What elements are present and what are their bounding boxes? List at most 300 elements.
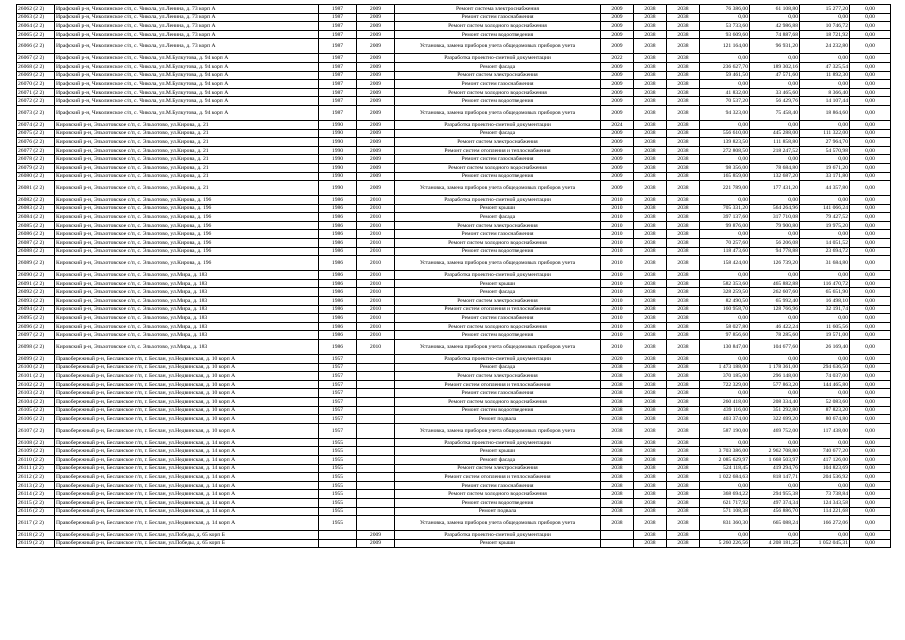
- fund-share-cell: 96 931,20: [750, 39, 800, 54]
- owner-share-cell: 74 037,00: [800, 372, 850, 381]
- other-share-cell: 0,00: [850, 314, 891, 323]
- work-type-cell: Ремонт систем газоснабжения: [395, 230, 601, 239]
- fund-share-cell: 465 882,88: [750, 279, 800, 288]
- table-row: [17, 129, 891, 138]
- built-year-cell: 1986: [319, 340, 357, 355]
- table-row: [17, 531, 891, 540]
- total-cost-cell: 70 257,60: [700, 239, 750, 248]
- plan-year-cell: 2009: [601, 181, 634, 196]
- end-year-cell: 2038: [667, 155, 700, 164]
- end-year-cell: 2038: [667, 438, 700, 447]
- table-row: [17, 539, 891, 548]
- address-cell: Ирафский р-н, Чиколинское с/п, с. Чикола, ул.М.Булкутова, д. 94 корп А: [55, 62, 319, 71]
- owner-share-cell: 114 221,68: [800, 507, 850, 516]
- built-year-cell: 1990: [319, 181, 357, 196]
- start-year-cell: 2038: [634, 372, 667, 381]
- start-year-cell: 2038: [634, 230, 667, 239]
- owner-share-cell: 14 051,52: [800, 239, 850, 248]
- owner-share-cell: 15 277,20: [800, 5, 850, 14]
- fund-share-cell: 577 863,20: [750, 380, 800, 389]
- owner-share-cell: 111 322,00: [800, 129, 850, 138]
- end-year-cell: 2038: [667, 13, 700, 22]
- other-share-cell: 0,00: [850, 271, 891, 280]
- owner-share-cell: 0,00: [800, 54, 850, 63]
- total-cost-cell: 0,00: [700, 271, 750, 280]
- plan-year-cell: 2009: [601, 163, 634, 172]
- plan-year-cell: 2010: [601, 230, 634, 239]
- table-row: [17, 372, 891, 381]
- record-id-cell: 26072 (2 2): [17, 97, 55, 106]
- fund-share-cell: 177 431,20: [750, 181, 800, 196]
- other-share-cell: 0,00: [850, 181, 891, 196]
- address-cell: Правобережный р-н, Бесланское г/п, г. Беслан, ул.Недвинская, д. 14 корп А: [55, 516, 319, 531]
- plan-year-cell: 2038: [601, 490, 634, 499]
- start-year-cell: 2038: [634, 62, 667, 71]
- built-year-cell: 1986: [319, 204, 357, 213]
- record-id-cell: 26084 (2 2): [17, 213, 55, 222]
- record-id-cell: 26073 (2 2): [17, 105, 55, 120]
- end-year-cell: 2038: [667, 473, 700, 482]
- work-type-cell: Установка, замена приборов учета общедомовых приборов учета: [395, 39, 601, 54]
- table-row: [17, 271, 891, 280]
- work-type-cell: Ремонт систем газоснабжения: [395, 389, 601, 398]
- end-year-cell: 2038: [667, 39, 700, 54]
- other-share-cell: 0,00: [850, 415, 891, 424]
- record-id-cell: 26112 (2 2): [17, 473, 55, 482]
- renovation-year-cell: 2009: [357, 181, 395, 196]
- other-share-cell: 0,00: [850, 447, 891, 456]
- total-cost-cell: 556 610,00: [700, 129, 750, 138]
- end-year-cell: 2038: [667, 146, 700, 155]
- table-row: [17, 105, 891, 120]
- owner-share-cell: 26 169,40: [800, 340, 850, 355]
- other-share-cell: 0,00: [850, 138, 891, 147]
- record-id-cell: 26075 (2 2): [17, 129, 55, 138]
- work-type-cell: Ремонт систем водоотведения: [395, 406, 601, 415]
- end-year-cell: 2038: [667, 305, 700, 314]
- address-cell: Кировский р-н, Эльхотовское с/п, с. Эльхотово, ул.Мира, д. 183: [55, 340, 319, 355]
- start-year-cell: 2038: [634, 406, 667, 415]
- owner-share-cell: 104 823,69: [800, 464, 850, 473]
- other-share-cell: 0,00: [850, 54, 891, 63]
- work-type-cell: Ремонт систем электроснабжения: [395, 221, 601, 230]
- renovation-year-cell: 2010: [357, 314, 395, 323]
- other-share-cell: 0,00: [850, 372, 891, 381]
- work-type-cell: Ремонт систем водоотведения: [395, 172, 601, 181]
- start-year-cell: 2038: [634, 54, 667, 63]
- total-cost-cell: 93 609,60: [700, 30, 750, 39]
- address-cell: Правобережный р-н, Бесланское г/п, г. Беслан, ул.Недвинская, д. 10 корп А: [55, 423, 319, 438]
- address-cell: Кировский р-н, Эльхотовское с/п, с. Эльхотово, ул.Кирова, д. 196: [55, 196, 319, 205]
- owner-share-cell: 0,00: [800, 230, 850, 239]
- fund-share-cell: 128 766,96: [750, 305, 800, 314]
- renovation-year-cell: 2010: [357, 340, 395, 355]
- record-id-cell: 26087 (2 2): [17, 239, 55, 248]
- renovation-year-cell: [357, 516, 395, 531]
- other-share-cell: 0,00: [850, 464, 891, 473]
- total-cost-cell: 165 859,00: [700, 172, 750, 181]
- built-year-cell: 1986: [319, 305, 357, 314]
- fund-share-cell: 0,00: [750, 230, 800, 239]
- total-cost-cell: 0,00: [700, 481, 750, 490]
- built-year-cell: 1986: [319, 221, 357, 230]
- built-year-cell: [319, 539, 357, 548]
- owner-share-cell: 47 325,54: [800, 62, 850, 71]
- table-row: [17, 146, 891, 155]
- start-year-cell: 2038: [634, 464, 667, 473]
- renovation-year-cell: [357, 507, 395, 516]
- plan-year-cell: 2010: [601, 322, 634, 331]
- start-year-cell: 2038: [634, 5, 667, 14]
- fund-share-cell: 0,00: [750, 389, 800, 398]
- start-year-cell: 2038: [634, 129, 667, 138]
- built-year-cell: 1986: [319, 256, 357, 271]
- other-share-cell: 0,00: [850, 30, 891, 39]
- plan-year-cell: 2038: [601, 397, 634, 406]
- plan-year-cell: 2010: [601, 331, 634, 340]
- address-cell: Правобережный р-н, Бесланское г/п, г. Беслан, ул.Недвинская, д. 10 корп А: [55, 397, 319, 406]
- renovation-year-cell: 2009: [357, 172, 395, 181]
- total-cost-cell: 0,00: [700, 13, 750, 22]
- built-year-cell: 1987: [319, 22, 357, 31]
- fund-share-cell: 56 429,76: [750, 97, 800, 106]
- work-type-cell: Ремонт систем отопления и теплоснабжения: [395, 305, 601, 314]
- table-row: [17, 163, 891, 172]
- built-year-cell: 1990: [319, 138, 357, 147]
- owner-share-cell: 32 191,74: [800, 305, 850, 314]
- owner-share-cell: 19 975,20: [800, 221, 850, 230]
- fund-share-cell: 1 178 361,00: [750, 363, 800, 372]
- work-type-cell: Ремонт фасада: [395, 62, 601, 71]
- table-row: [17, 88, 891, 97]
- other-share-cell: 0,00: [850, 288, 891, 297]
- owner-share-cell: 0,00: [800, 120, 850, 129]
- other-share-cell: 0,00: [850, 230, 891, 239]
- record-id-cell: 26119 (2 2): [17, 539, 55, 548]
- other-share-cell: 0,00: [850, 71, 891, 80]
- work-type-cell: Разработка проектно-сметной документации: [395, 438, 601, 447]
- owner-share-cell: 0,00: [800, 438, 850, 447]
- record-id-cell: 26067 (2 2): [17, 54, 55, 63]
- start-year-cell: 2038: [634, 539, 667, 548]
- record-id-cell: 26118 (2 2): [17, 531, 55, 540]
- start-year-cell: 2038: [634, 88, 667, 97]
- plan-year-cell: 2009: [601, 138, 634, 147]
- work-type-cell: Разработка проектно-сметной документации: [395, 196, 601, 205]
- end-year-cell: 2038: [667, 71, 700, 80]
- plan-year-cell: 2009: [601, 155, 634, 164]
- work-type-cell: Ремонт систем водоотведения: [395, 30, 601, 39]
- built-year-cell: 1987: [319, 13, 357, 22]
- table-row: [17, 481, 891, 490]
- table-row: [17, 297, 891, 306]
- built-year-cell: 1986: [319, 314, 357, 323]
- renovation-year-cell: 2010: [357, 204, 395, 213]
- plan-year-cell: 2010: [601, 314, 634, 323]
- table-row: [17, 355, 891, 364]
- address-cell: Ирафский р-н, Чиколинское с/п, с. Чикола, ул.Ленина, д. 73 корп А: [55, 5, 319, 14]
- built-year-cell: 1957: [319, 423, 357, 438]
- start-year-cell: 2038: [634, 138, 667, 147]
- other-share-cell: 0,00: [850, 397, 891, 406]
- total-cost-cell: 98 356,00: [700, 163, 750, 172]
- fund-share-cell: 0,00: [750, 13, 800, 22]
- start-year-cell: 2038: [634, 105, 667, 120]
- record-id-cell: 26063 (2 2): [17, 13, 55, 22]
- table-body: [17, 5, 891, 548]
- plan-year-cell: 2009: [601, 80, 634, 89]
- table-row: [17, 120, 891, 129]
- record-id-cell: 26116 (2 2): [17, 507, 55, 516]
- work-type-cell: Ремонт систем газоснабжения: [395, 155, 601, 164]
- other-share-cell: 0,00: [850, 539, 891, 548]
- work-type-cell: Ремонт систем газоснабжения: [395, 314, 601, 323]
- plan-year-cell: 2038: [601, 473, 634, 482]
- table-row: [17, 155, 891, 164]
- work-type-cell: Ремонт крыши: [395, 279, 601, 288]
- address-cell: Кировский р-н, Эльхотовское с/п, с. Эльхотово, ул.Кирова, д. 196: [55, 247, 319, 256]
- plan-year-cell: 2009: [601, 71, 634, 80]
- address-cell: Кировский р-н, Эльхотовское с/п, с. Эльхотово, ул.Кирова, д. 196: [55, 204, 319, 213]
- built-year-cell: 1986: [319, 239, 357, 248]
- built-year-cell: 1986: [319, 279, 357, 288]
- record-id-cell: 26089 (2 2): [17, 256, 55, 271]
- renovation-year-cell: 2009: [357, 80, 395, 89]
- renovation-year-cell: 2009: [357, 39, 395, 54]
- other-share-cell: 0,00: [850, 297, 891, 306]
- renovation-year-cell: 2009: [357, 88, 395, 97]
- total-cost-cell: 370 185,00: [700, 372, 750, 381]
- record-id-cell: 26102 (2 2): [17, 380, 55, 389]
- renovation-year-cell: 2009: [357, 54, 395, 63]
- built-year-cell: 1955: [319, 507, 357, 516]
- record-id-cell: 26108 (2 2): [17, 438, 55, 447]
- start-year-cell: 2038: [634, 380, 667, 389]
- fund-share-cell: 79 900,80: [750, 221, 800, 230]
- plan-year-cell: 2010: [601, 271, 634, 280]
- fund-share-cell: 351 292,80: [750, 406, 800, 415]
- other-share-cell: 0,00: [850, 105, 891, 120]
- plan-year-cell: 2010: [601, 288, 634, 297]
- built-year-cell: 1987: [319, 62, 357, 71]
- work-type-cell: Ремонт систем холодного водоснабжения: [395, 239, 601, 248]
- owner-share-cell: 19 571,00: [800, 331, 850, 340]
- table-row: [17, 322, 891, 331]
- address-cell: Кировский р-н, Эльхотовское с/п, с. Эльхотово, ул.Кирова, д. 196: [55, 230, 319, 239]
- built-year-cell: 1955: [319, 447, 357, 456]
- end-year-cell: 2038: [667, 247, 700, 256]
- work-type-cell: Разработка проектно-сметной документации: [395, 355, 601, 364]
- work-type-cell: Ремонт систем холодного водоснабжения: [395, 322, 601, 331]
- fund-share-cell: 469 752,00: [750, 423, 800, 438]
- plan-year-cell: 2009: [601, 30, 634, 39]
- start-year-cell: 2038: [634, 146, 667, 155]
- fund-share-cell: 456 886,70: [750, 507, 800, 516]
- other-share-cell: 0,00: [850, 490, 891, 499]
- end-year-cell: 2038: [667, 105, 700, 120]
- other-share-cell: 0,00: [850, 163, 891, 172]
- renovation-year-cell: [357, 355, 395, 364]
- address-cell: Кировский р-н, Эльхотовское с/п, с. Эльхотово, ул.Кирова, д. 196: [55, 221, 319, 230]
- table-row: [17, 464, 891, 473]
- fund-share-cell: 46 422,24: [750, 322, 800, 331]
- total-cost-cell: 158 424,00: [700, 256, 750, 271]
- end-year-cell: 2038: [667, 230, 700, 239]
- start-year-cell: 2038: [634, 473, 667, 482]
- other-share-cell: 0,00: [850, 239, 891, 248]
- renovation-year-cell: 2010: [357, 247, 395, 256]
- table-row: [17, 5, 891, 14]
- total-cost-cell: 2 085 629,97: [700, 455, 750, 464]
- other-share-cell: 0,00: [850, 196, 891, 205]
- owner-share-cell: 44 357,80: [800, 181, 850, 196]
- total-cost-cell: 59 461,50: [700, 71, 750, 80]
- address-cell: Кировский р-н, Эльхотовское с/п, с. Эльхотово, ул.Мира, д. 183: [55, 279, 319, 288]
- work-type-cell: Ремонт систем газоснабжения: [395, 80, 601, 89]
- start-year-cell: 2038: [634, 363, 667, 372]
- address-cell: Правобережный р-н, Бесланское г/п, г. Беслан, ул.Недвинская, д. 10 корп А: [55, 355, 319, 364]
- total-cost-cell: 722 329,00: [700, 380, 750, 389]
- work-type-cell: Ремонт систем холодного водоснабжения: [395, 397, 601, 406]
- fund-share-cell: 419 294,76: [750, 464, 800, 473]
- record-id-cell: 26070 (2 2): [17, 80, 55, 89]
- start-year-cell: 2038: [634, 279, 667, 288]
- record-id-cell: 26106 (2 2): [17, 415, 55, 424]
- end-year-cell: 2038: [667, 22, 700, 31]
- owner-share-cell: 65 651,90: [800, 288, 850, 297]
- record-id-cell: 26098 (2 2): [17, 340, 55, 355]
- owner-share-cell: 24 232,80: [800, 39, 850, 54]
- other-share-cell: 0,00: [850, 120, 891, 129]
- total-cost-cell: 0,00: [700, 389, 750, 398]
- end-year-cell: 2038: [667, 464, 700, 473]
- address-cell: Кировский р-н, Эльхотовское с/п, с. Эльхотово, ул.Мира, д. 183: [55, 322, 319, 331]
- record-id-cell: 26095 (2 2): [17, 314, 55, 323]
- start-year-cell: 2038: [634, 490, 667, 499]
- work-type-cell: Ремонт система электроснабжения: [395, 5, 601, 14]
- end-year-cell: 2038: [667, 331, 700, 340]
- built-year-cell: 1986: [319, 331, 357, 340]
- other-share-cell: 0,00: [850, 213, 891, 222]
- total-cost-cell: 1 473 188,00: [700, 363, 750, 372]
- total-cost-cell: 160 958,70: [700, 305, 750, 314]
- total-cost-cell: 121 164,00: [700, 39, 750, 54]
- fund-share-cell: 564 264,96: [750, 204, 800, 213]
- record-id-cell: 26100 (2 2): [17, 363, 55, 372]
- renovation-year-cell: 2009: [357, 129, 395, 138]
- work-type-cell: Ремонт систем электроснабжения: [395, 71, 601, 80]
- end-year-cell: 2038: [667, 415, 700, 424]
- built-year-cell: 1957: [319, 380, 357, 389]
- end-year-cell: 2038: [667, 406, 700, 415]
- plan-year-cell: [601, 539, 634, 548]
- table-row: [17, 213, 891, 222]
- total-cost-cell: 621 717,92: [700, 498, 750, 507]
- address-cell: Ирафский р-н, Чиколинское с/п, с. Чикола, ул.М.Булкутова, д. 94 корп А: [55, 54, 319, 63]
- fund-share-cell: 111 858,80: [750, 138, 800, 147]
- built-year-cell: 1957: [319, 355, 357, 364]
- end-year-cell: 2038: [667, 481, 700, 490]
- work-type-cell: Разработка проектно-сметной документации: [395, 271, 601, 280]
- address-cell: Кировский р-н, Эльхотовское с/п, с. Эльхотово, ул.Мира, д. 183: [55, 331, 319, 340]
- address-cell: Ирафский р-н, Чиколинское с/п, с. Чикола, ул.Ленина, д. 73 корп А: [55, 30, 319, 39]
- work-type-cell: Установка, замена приборов учета общедомовых приборов учета: [395, 256, 601, 271]
- end-year-cell: 2038: [667, 355, 700, 364]
- start-year-cell: 2038: [634, 155, 667, 164]
- total-cost-cell: 0,00: [700, 230, 750, 239]
- plan-year-cell: 2038: [601, 415, 634, 424]
- renovation-year-cell: 2010: [357, 230, 395, 239]
- record-id-cell: 26111 (2 2): [17, 464, 55, 473]
- end-year-cell: 2038: [667, 62, 700, 71]
- work-type-cell: Ремонт систем водоотведения: [395, 247, 601, 256]
- address-cell: Правобережный р-н, Бесланское г/п, г. Беслан, ул.Недвинская, д. 14 корп А: [55, 438, 319, 447]
- address-cell: Кировский р-н, Эльхотовское с/п, с. Эльхотово, ул.Кирова, д. 21: [55, 181, 319, 196]
- total-cost-cell: 1 022 684,63: [700, 473, 750, 482]
- record-id-cell: 26079 (2 2): [17, 163, 55, 172]
- start-year-cell: 2038: [634, 498, 667, 507]
- renovation-year-cell: [357, 380, 395, 389]
- work-type-cell: Установка, замена приборов учета общедомовых приборов учета: [395, 423, 601, 438]
- work-type-cell: Установка, замена приборов учета общедомовых приборов учета: [395, 181, 601, 196]
- built-year-cell: 1986: [319, 196, 357, 205]
- renovation-year-cell: 2010: [357, 239, 395, 248]
- renovation-year-cell: 2009: [357, 71, 395, 80]
- owner-share-cell: 11 892,30: [800, 71, 850, 80]
- start-year-cell: 2038: [634, 288, 667, 297]
- renovation-year-cell: [357, 481, 395, 490]
- renovation-year-cell: 2009: [357, 5, 395, 14]
- renovation-year-cell: 2009: [357, 105, 395, 120]
- table-row: [17, 172, 891, 181]
- fund-share-cell: 126 739,20: [750, 256, 800, 271]
- record-id-cell: 26117 (2 2): [17, 516, 55, 531]
- plan-year-cell: 2010: [601, 305, 634, 314]
- work-type-cell: Ремонт систем электроснабжения: [395, 297, 601, 306]
- fund-share-cell: 818 147,71: [750, 473, 800, 482]
- renovation-year-cell: 2009: [357, 13, 395, 22]
- total-cost-cell: 97 856,60: [700, 331, 750, 340]
- table-row: [17, 30, 891, 39]
- built-year-cell: 1957: [319, 372, 357, 381]
- renovation-year-cell: [357, 423, 395, 438]
- built-year-cell: 1957: [319, 397, 357, 406]
- plan-year-cell: 2010: [601, 297, 634, 306]
- renovation-year-cell: [357, 455, 395, 464]
- built-year-cell: 1990: [319, 155, 357, 164]
- end-year-cell: 2038: [667, 490, 700, 499]
- renovation-year-cell: [357, 464, 395, 473]
- other-share-cell: 0,00: [850, 380, 891, 389]
- work-type-cell: Разработка проектно-сметной документации: [395, 531, 601, 540]
- other-share-cell: 0,00: [850, 247, 891, 256]
- work-type-cell: Ремонт систем газоснабжения: [395, 13, 601, 22]
- end-year-cell: 2038: [667, 129, 700, 138]
- owner-share-cell: 16 498,10: [800, 297, 850, 306]
- total-cost-cell: 0,00: [700, 54, 750, 63]
- other-share-cell: 0,00: [850, 389, 891, 398]
- renovation-year-cell: 2010: [357, 297, 395, 306]
- record-id-cell: 26103 (2 2): [17, 389, 55, 398]
- renovation-year-cell: 2010: [357, 256, 395, 271]
- owner-share-cell: 52 083,60: [800, 397, 850, 406]
- other-share-cell: 0,00: [850, 129, 891, 138]
- other-share-cell: 0,00: [850, 155, 891, 164]
- start-year-cell: 2038: [634, 13, 667, 22]
- built-year-cell: 1987: [319, 54, 357, 63]
- work-type-cell: Установка, замена приборов учета общедомовых приборов учета: [395, 105, 601, 120]
- built-year-cell: 1955: [319, 455, 357, 464]
